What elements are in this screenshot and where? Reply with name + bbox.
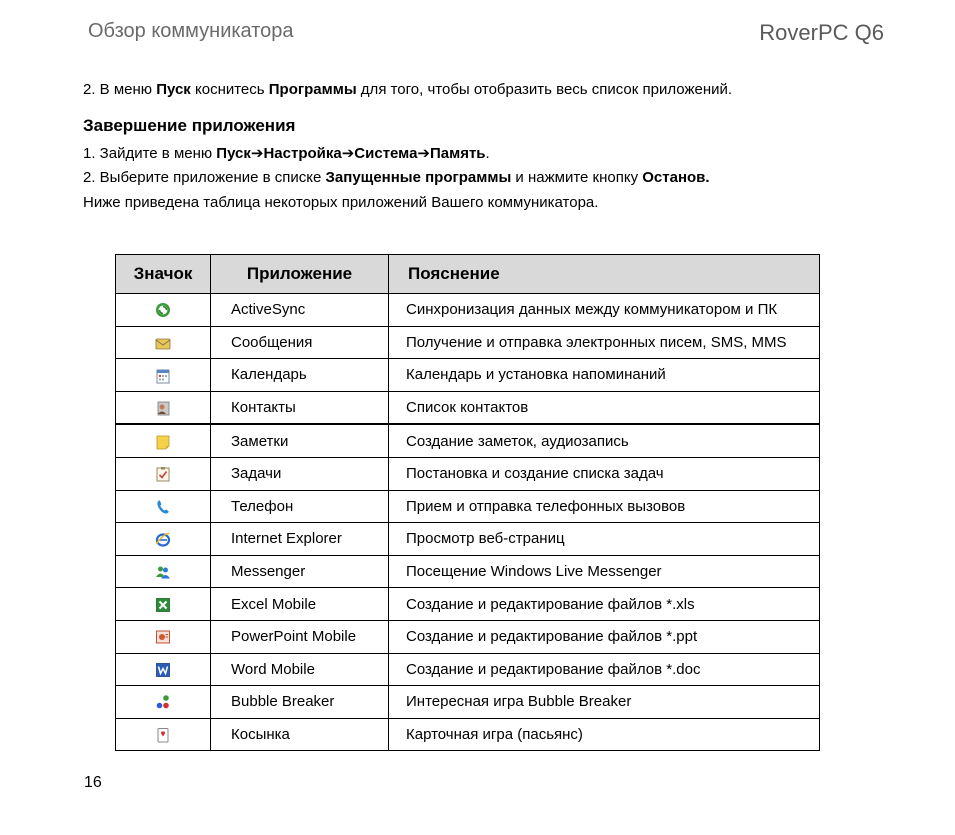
- application-description: Просмотр веб-страниц: [389, 523, 820, 556]
- table-row: [116, 359, 820, 392]
- intro-suffix: для того, чтобы отобразить весь список приложений.: [356, 81, 733, 98]
- intro-menu-start: Пуск: [156, 81, 191, 98]
- application-name: PowerPoint Mobile: [211, 620, 389, 653]
- icon-cell: [116, 523, 211, 556]
- icon-cell: [116, 620, 211, 653]
- powerpoint-icon: [155, 629, 171, 645]
- table-intro-note: Ниже приведена таблица некоторых приложений Вашего коммуникатора.: [83, 194, 599, 211]
- application-description: Создание заметок, аудиозапись: [389, 424, 820, 457]
- running-header-model: RoverPC Q6: [759, 20, 884, 45]
- intro-prefix: 2. В меню: [83, 81, 157, 98]
- application-name: Телефон: [211, 490, 389, 523]
- application-description: Создание и редактирование файлов *.doc: [389, 653, 820, 686]
- application-name: ActiveSync: [211, 294, 389, 327]
- step-1: [83, 144, 490, 162]
- icon-cell: [116, 424, 211, 457]
- table-row: [116, 326, 820, 359]
- column-header-icon: Значок: [116, 255, 211, 294]
- icon-cell: [116, 359, 211, 392]
- table-row: [116, 588, 820, 621]
- internet-explorer-icon: [155, 531, 171, 547]
- excel-icon: [155, 597, 171, 613]
- column-header-description: Пояснение: [389, 255, 820, 294]
- step-1-suffix: .: [485, 145, 490, 162]
- application-name: Косынка: [211, 718, 389, 751]
- contacts-icon: [155, 400, 171, 416]
- table-row: [116, 457, 820, 490]
- phone-icon: [155, 499, 171, 515]
- table-header-row: [116, 255, 820, 294]
- word-icon: [155, 662, 171, 678]
- application-name: Internet Explorer: [211, 523, 389, 556]
- messaging-icon: [155, 335, 171, 351]
- icon-cell: [116, 718, 211, 751]
- calendar-icon: [155, 368, 171, 384]
- icon-cell: [116, 653, 211, 686]
- application-name: Календарь: [211, 359, 389, 392]
- step-2-prefix: 2. Выберите приложение в списке: [83, 169, 326, 186]
- step-2: [83, 169, 710, 186]
- application-name: Excel Mobile: [211, 588, 389, 621]
- tasks-icon: [155, 466, 171, 482]
- step-2-mid: и нажмите кнопку: [511, 169, 643, 186]
- table-row: [116, 523, 820, 556]
- step-2-button: Останов.: [642, 169, 710, 186]
- icon-cell: [116, 686, 211, 719]
- table-row: [116, 391, 820, 424]
- running-header-section: Обзор коммуникатора: [88, 20, 294, 42]
- table-row: [116, 653, 820, 686]
- step-1-path: Пуск➔Настройка➔Система➔Память: [216, 145, 486, 162]
- section-title: Завершение приложения: [83, 116, 296, 135]
- table-row: [116, 294, 820, 327]
- table-row: [116, 686, 820, 719]
- intro-menu-programs: Программы: [268, 81, 357, 98]
- application-description: Карточная игра (пасьянс): [389, 718, 820, 751]
- icon-cell: [116, 457, 211, 490]
- intro-paragraph: [83, 81, 732, 98]
- step-2-list: Запущенные программы: [325, 169, 512, 186]
- application-description: Посещение Windows Live Messenger: [389, 555, 820, 588]
- step-1-prefix: 1. Зайдите в меню: [83, 145, 217, 162]
- application-description: Постановка и создание списка задач: [389, 457, 820, 490]
- application-description: Интересная игра Bubble Breaker: [389, 686, 820, 719]
- table-row: [116, 424, 820, 457]
- solitaire-icon: [155, 727, 171, 743]
- table-row: [116, 620, 820, 653]
- application-description: Календарь и установка напоминаний: [389, 359, 820, 392]
- application-description: Получение и отправка электронных писем, SMS, MMS: [389, 326, 820, 359]
- page-number: 16: [84, 774, 102, 791]
- icon-cell: [116, 490, 211, 523]
- activesync-icon: [155, 302, 171, 318]
- notes-icon: [155, 434, 171, 450]
- icon-cell: [116, 326, 211, 359]
- column-header-application: Приложение: [211, 255, 389, 294]
- application-description: Прием и отправка телефонных вызовов: [389, 490, 820, 523]
- application-name: Задачи: [211, 457, 389, 490]
- application-name: Контакты: [211, 391, 389, 424]
- bubble-breaker-icon: [155, 694, 171, 710]
- application-name: Сообщения: [211, 326, 389, 359]
- table-row: [116, 490, 820, 523]
- icon-cell: [116, 588, 211, 621]
- icon-cell: [116, 294, 211, 327]
- icon-cell: [116, 555, 211, 588]
- application-name: Bubble Breaker: [211, 686, 389, 719]
- application-description: Список контактов: [389, 391, 820, 424]
- messenger-icon: [155, 564, 171, 580]
- application-name: Заметки: [211, 424, 389, 457]
- application-name: Messenger: [211, 555, 389, 588]
- applications-table: [115, 254, 820, 751]
- application-name: Word Mobile: [211, 653, 389, 686]
- application-description: Создание и редактирование файлов *.xls: [389, 588, 820, 621]
- application-description: Создание и редактирование файлов *.ppt: [389, 620, 820, 653]
- table-row: [116, 718, 820, 751]
- application-description: Синхронизация данных между коммуникатором и ПК: [389, 294, 820, 327]
- icon-cell: [116, 391, 211, 424]
- intro-mid: коснитесь: [190, 81, 269, 98]
- table-row: [116, 555, 820, 588]
